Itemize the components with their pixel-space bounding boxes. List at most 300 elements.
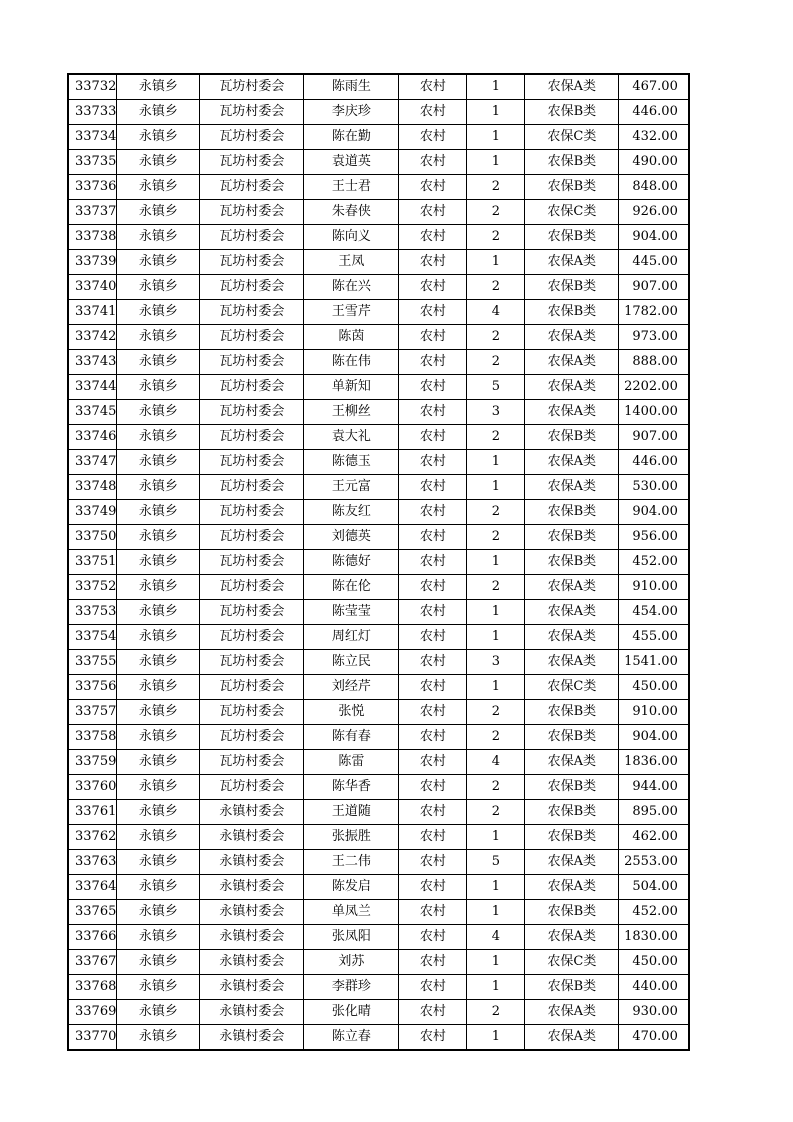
table-row [68,800,689,825]
category-cell: 农保B类 [525,275,619,300]
category-cell: 农保B类 [525,425,619,450]
person-name-cell: 朱春侠 [304,200,399,225]
village-cell: 瓦坊村委会 [200,425,304,450]
person-name-cell: 王雪芹 [304,300,399,325]
township-cell: 永镇乡 [117,575,200,600]
table-row [68,900,689,925]
township-cell: 永镇乡 [117,74,200,100]
table-row [68,150,689,175]
household-count-cell: 5 [467,850,525,875]
amount-cell: 1541.00 [619,650,689,675]
record-id-cell: 33752 [68,575,117,600]
amount-cell: 530.00 [619,475,689,500]
record-id-cell: 33754 [68,625,117,650]
record-id-cell: 33751 [68,550,117,575]
household-count-cell: 2 [467,350,525,375]
village-cell: 瓦坊村委会 [200,250,304,275]
village-cell: 永镇村委会 [200,1000,304,1025]
person-name-cell: 陈立民 [304,650,399,675]
village-cell: 瓦坊村委会 [200,375,304,400]
category-cell: 农保C类 [525,125,619,150]
amount-cell: 910.00 [619,700,689,725]
amount-cell: 907.00 [619,425,689,450]
table-row [68,825,689,850]
township-cell: 永镇乡 [117,500,200,525]
village-cell: 瓦坊村委会 [200,500,304,525]
amount-cell: 2553.00 [619,850,689,875]
township-cell: 永镇乡 [117,600,200,625]
household-count-cell: 2 [467,275,525,300]
area-type-cell: 农村 [399,850,467,875]
category-cell: 农保A类 [525,650,619,675]
category-cell: 农保A类 [525,450,619,475]
category-cell: 农保B类 [525,550,619,575]
household-count-cell: 1 [467,950,525,975]
record-id-cell: 33763 [68,850,117,875]
village-cell: 瓦坊村委会 [200,525,304,550]
amount-cell: 470.00 [619,1025,689,1051]
township-cell: 永镇乡 [117,100,200,125]
village-cell: 瓦坊村委会 [200,150,304,175]
area-type-cell: 农村 [399,600,467,625]
record-id-cell: 33736 [68,175,117,200]
person-name-cell: 陈在兴 [304,275,399,300]
amount-cell: 944.00 [619,775,689,800]
amount-cell: 504.00 [619,875,689,900]
amount-cell: 973.00 [619,325,689,350]
township-cell: 永镇乡 [117,1000,200,1025]
township-cell: 永镇乡 [117,400,200,425]
table-row [68,225,689,250]
village-cell: 永镇村委会 [200,875,304,900]
village-cell: 瓦坊村委会 [200,225,304,250]
category-cell: 农保A类 [525,925,619,950]
township-cell: 永镇乡 [117,900,200,925]
area-type-cell: 农村 [399,74,467,100]
category-cell: 农保A类 [525,625,619,650]
person-name-cell: 张振胜 [304,825,399,850]
area-type-cell: 农村 [399,475,467,500]
amount-cell: 2202.00 [619,375,689,400]
record-id-cell: 33742 [68,325,117,350]
area-type-cell: 农村 [399,325,467,350]
amount-cell: 926.00 [619,200,689,225]
area-type-cell: 农村 [399,550,467,575]
township-cell: 永镇乡 [117,950,200,975]
amount-cell: 450.00 [619,675,689,700]
table-row [68,1000,689,1025]
person-name-cell: 李群珍 [304,975,399,1000]
person-name-cell: 陈发启 [304,875,399,900]
amount-cell: 446.00 [619,100,689,125]
record-id-cell: 33746 [68,425,117,450]
person-name-cell: 刘经芹 [304,675,399,700]
area-type-cell: 农村 [399,175,467,200]
village-cell: 永镇村委会 [200,925,304,950]
household-count-cell: 1 [467,625,525,650]
amount-cell: 910.00 [619,575,689,600]
person-name-cell: 陈华香 [304,775,399,800]
village-cell: 瓦坊村委会 [200,650,304,675]
township-cell: 永镇乡 [117,550,200,575]
township-cell: 永镇乡 [117,875,200,900]
household-count-cell: 4 [467,750,525,775]
amount-cell: 895.00 [619,800,689,825]
amount-cell: 1400.00 [619,400,689,425]
area-type-cell: 农村 [399,500,467,525]
area-type-cell: 农村 [399,925,467,950]
record-id-cell: 33756 [68,675,117,700]
household-count-cell: 5 [467,375,525,400]
household-count-cell: 1 [467,150,525,175]
person-name-cell: 袁大礼 [304,425,399,450]
township-cell: 永镇乡 [117,425,200,450]
person-name-cell: 王柳丝 [304,400,399,425]
benefit-roster-table [67,73,690,1051]
village-cell: 瓦坊村委会 [200,625,304,650]
amount-cell: 454.00 [619,600,689,625]
household-count-cell: 1 [467,975,525,1000]
township-cell: 永镇乡 [117,325,200,350]
category-cell: 农保C类 [525,950,619,975]
category-cell: 农保B类 [525,100,619,125]
household-count-cell: 1 [467,74,525,100]
table-row [68,200,689,225]
village-cell: 瓦坊村委会 [200,475,304,500]
area-type-cell: 农村 [399,800,467,825]
category-cell: 农保A类 [525,74,619,100]
person-name-cell: 陈向义 [304,225,399,250]
township-cell: 永镇乡 [117,125,200,150]
household-count-cell: 1 [467,900,525,925]
area-type-cell: 农村 [399,725,467,750]
amount-cell: 930.00 [619,1000,689,1025]
category-cell: 农保A类 [525,575,619,600]
category-cell: 农保A类 [525,325,619,350]
township-cell: 永镇乡 [117,625,200,650]
table-row [68,425,689,450]
area-type-cell: 农村 [399,1000,467,1025]
amount-cell: 450.00 [619,950,689,975]
household-count-cell: 1 [467,450,525,475]
person-name-cell: 刘苏 [304,950,399,975]
record-id-cell: 33744 [68,375,117,400]
category-cell: 农保B类 [525,525,619,550]
record-id-cell: 33757 [68,700,117,725]
category-cell: 农保B类 [525,700,619,725]
household-count-cell: 2 [467,200,525,225]
household-count-cell: 1 [467,125,525,150]
table-row [68,725,689,750]
area-type-cell: 农村 [399,350,467,375]
township-cell: 永镇乡 [117,175,200,200]
person-name-cell: 王元富 [304,475,399,500]
household-count-cell: 2 [467,500,525,525]
area-type-cell: 农村 [399,975,467,1000]
area-type-cell: 农村 [399,375,467,400]
person-name-cell: 李庆珍 [304,100,399,125]
village-cell: 瓦坊村委会 [200,175,304,200]
township-cell: 永镇乡 [117,1025,200,1051]
amount-cell: 848.00 [619,175,689,200]
record-id-cell: 33734 [68,125,117,150]
amount-cell: 452.00 [619,550,689,575]
township-cell: 永镇乡 [117,250,200,275]
area-type-cell: 农村 [399,225,467,250]
household-count-cell: 1 [467,675,525,700]
amount-cell: 432.00 [619,125,689,150]
table-row [68,700,689,725]
village-cell: 瓦坊村委会 [200,750,304,775]
record-id-cell: 33759 [68,750,117,775]
township-cell: 永镇乡 [117,375,200,400]
household-count-cell: 2 [467,700,525,725]
township-cell: 永镇乡 [117,275,200,300]
person-name-cell: 陈在勤 [304,125,399,150]
table-row [68,650,689,675]
table-row [68,100,689,125]
amount-cell: 1782.00 [619,300,689,325]
table-row [68,275,689,300]
village-cell: 永镇村委会 [200,950,304,975]
table-body [68,74,689,1050]
amount-cell: 1830.00 [619,925,689,950]
person-name-cell: 张悦 [304,700,399,725]
household-count-cell: 1 [467,250,525,275]
person-name-cell: 王凤 [304,250,399,275]
area-type-cell: 农村 [399,125,467,150]
amount-cell: 904.00 [619,225,689,250]
person-name-cell: 王二伟 [304,850,399,875]
household-count-cell: 1 [467,1025,525,1051]
household-count-cell: 1 [467,100,525,125]
village-cell: 瓦坊村委会 [200,775,304,800]
category-cell: 农保C类 [525,675,619,700]
category-cell: 农保C类 [525,200,619,225]
household-count-cell: 4 [467,300,525,325]
category-cell: 农保A类 [525,1000,619,1025]
village-cell: 瓦坊村委会 [200,400,304,425]
household-count-cell: 2 [467,175,525,200]
township-cell: 永镇乡 [117,450,200,475]
amount-cell: 904.00 [619,725,689,750]
record-id-cell: 33749 [68,500,117,525]
township-cell: 永镇乡 [117,825,200,850]
area-type-cell: 农村 [399,900,467,925]
household-count-cell: 1 [467,600,525,625]
record-id-cell: 33762 [68,825,117,850]
category-cell: 农保B类 [525,975,619,1000]
person-name-cell: 单新知 [304,375,399,400]
area-type-cell: 农村 [399,450,467,475]
amount-cell: 462.00 [619,825,689,850]
area-type-cell: 农村 [399,275,467,300]
table-row [68,400,689,425]
record-id-cell: 33743 [68,350,117,375]
person-name-cell: 陈立春 [304,1025,399,1051]
household-count-cell: 1 [467,475,525,500]
table-row [68,450,689,475]
category-cell: 农保B类 [525,900,619,925]
record-id-cell: 33741 [68,300,117,325]
table-row [68,375,689,400]
village-cell: 瓦坊村委会 [200,725,304,750]
person-name-cell: 陈德玉 [304,450,399,475]
household-count-cell: 2 [467,775,525,800]
village-cell: 瓦坊村委会 [200,100,304,125]
table-row [68,925,689,950]
household-count-cell: 2 [467,225,525,250]
area-type-cell: 农村 [399,575,467,600]
table-row [68,675,689,700]
category-cell: 农保A类 [525,1025,619,1051]
person-name-cell: 陈在伟 [304,350,399,375]
category-cell: 农保B类 [525,150,619,175]
village-cell: 瓦坊村委会 [200,275,304,300]
record-id-cell: 33770 [68,1025,117,1051]
person-name-cell: 陈雷 [304,750,399,775]
category-cell: 农保B类 [525,825,619,850]
township-cell: 永镇乡 [117,700,200,725]
township-cell: 永镇乡 [117,150,200,175]
village-cell: 瓦坊村委会 [200,325,304,350]
amount-cell: 452.00 [619,900,689,925]
amount-cell: 440.00 [619,975,689,1000]
category-cell: 农保A类 [525,350,619,375]
table-row [68,325,689,350]
category-cell: 农保A类 [525,875,619,900]
person-name-cell: 陈雨生 [304,74,399,100]
household-count-cell: 1 [467,875,525,900]
person-name-cell: 袁道英 [304,150,399,175]
category-cell: 农保A类 [525,250,619,275]
record-id-cell: 33733 [68,100,117,125]
area-type-cell: 农村 [399,1025,467,1051]
record-id-cell: 33766 [68,925,117,950]
household-count-cell: 3 [467,400,525,425]
area-type-cell: 农村 [399,250,467,275]
table-row [68,975,689,1000]
table-row [68,300,689,325]
record-id-cell: 33737 [68,200,117,225]
record-id-cell: 33767 [68,950,117,975]
township-cell: 永镇乡 [117,850,200,875]
village-cell: 永镇村委会 [200,800,304,825]
category-cell: 农保B类 [525,800,619,825]
household-count-cell: 2 [467,525,525,550]
township-cell: 永镇乡 [117,775,200,800]
table-row [68,350,689,375]
village-cell: 瓦坊村委会 [200,550,304,575]
person-name-cell: 张化晴 [304,1000,399,1025]
area-type-cell: 农村 [399,700,467,725]
table-row [68,74,689,100]
township-cell: 永镇乡 [117,675,200,700]
record-id-cell: 33739 [68,250,117,275]
township-cell: 永镇乡 [117,225,200,250]
table-row [68,1025,689,1051]
person-name-cell: 刘德英 [304,525,399,550]
table-row [68,550,689,575]
record-id-cell: 33764 [68,875,117,900]
area-type-cell: 农村 [399,675,467,700]
category-cell: 农保B类 [525,775,619,800]
record-id-cell: 33750 [68,525,117,550]
village-cell: 永镇村委会 [200,825,304,850]
table-row [68,600,689,625]
township-cell: 永镇乡 [117,925,200,950]
person-name-cell: 张凤阳 [304,925,399,950]
household-count-cell: 3 [467,650,525,675]
record-id-cell: 33755 [68,650,117,675]
record-id-cell: 33768 [68,975,117,1000]
record-id-cell: 33761 [68,800,117,825]
record-id-cell: 33765 [68,900,117,925]
table-row [68,175,689,200]
person-name-cell: 王士君 [304,175,399,200]
village-cell: 永镇村委会 [200,900,304,925]
table-row [68,475,689,500]
township-cell: 永镇乡 [117,300,200,325]
village-cell: 瓦坊村委会 [200,600,304,625]
township-cell: 永镇乡 [117,525,200,550]
township-cell: 永镇乡 [117,475,200,500]
person-name-cell: 周红灯 [304,625,399,650]
person-name-cell: 单凤兰 [304,900,399,925]
record-id-cell: 33747 [68,450,117,475]
record-id-cell: 33740 [68,275,117,300]
amount-cell: 446.00 [619,450,689,475]
category-cell: 农保A类 [525,600,619,625]
area-type-cell: 农村 [399,300,467,325]
township-cell: 永镇乡 [117,975,200,1000]
area-type-cell: 农村 [399,525,467,550]
area-type-cell: 农村 [399,775,467,800]
person-name-cell: 陈友红 [304,500,399,525]
category-cell: 农保B类 [525,500,619,525]
area-type-cell: 农村 [399,875,467,900]
household-count-cell: 2 [467,575,525,600]
amount-cell: 455.00 [619,625,689,650]
village-cell: 瓦坊村委会 [200,300,304,325]
township-cell: 永镇乡 [117,800,200,825]
village-cell: 瓦坊村委会 [200,200,304,225]
area-type-cell: 农村 [399,425,467,450]
area-type-cell: 农村 [399,825,467,850]
table-row [68,125,689,150]
person-name-cell: 陈有春 [304,725,399,750]
area-type-cell: 农村 [399,650,467,675]
amount-cell: 1836.00 [619,750,689,775]
record-id-cell: 33760 [68,775,117,800]
category-cell: 农保A类 [525,400,619,425]
table-row [68,875,689,900]
table-row [68,850,689,875]
person-name-cell: 陈在伦 [304,575,399,600]
table-row [68,500,689,525]
table-row [68,525,689,550]
amount-cell: 907.00 [619,275,689,300]
township-cell: 永镇乡 [117,350,200,375]
village-cell: 瓦坊村委会 [200,74,304,100]
category-cell: 农保A类 [525,850,619,875]
area-type-cell: 农村 [399,625,467,650]
township-cell: 永镇乡 [117,200,200,225]
village-cell: 瓦坊村委会 [200,125,304,150]
household-count-cell: 2 [467,325,525,350]
area-type-cell: 农村 [399,150,467,175]
record-id-cell: 33738 [68,225,117,250]
